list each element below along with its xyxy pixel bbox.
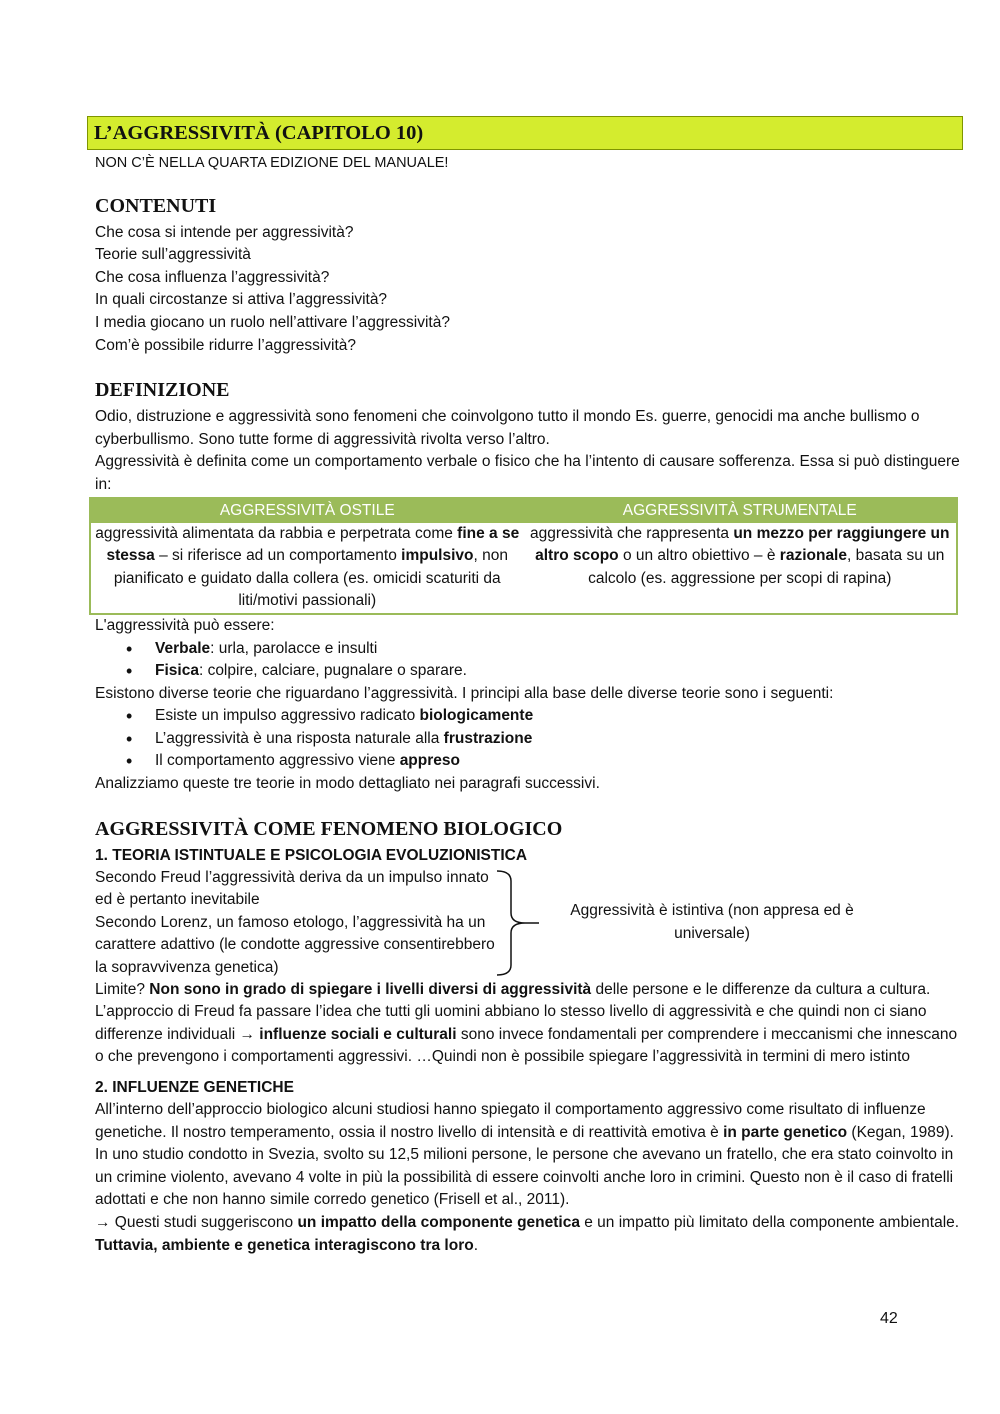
list-item: • Esiste un impulso aggressivo radicato biologicamente bbox=[155, 705, 963, 728]
section-heading-definizione: DEFINIZIONE bbox=[95, 379, 230, 402]
principles-list bbox=[95, 705, 963, 773]
table-header-strumentale: AGGRESSIVITÀ STRUMENTALE bbox=[524, 498, 958, 523]
genetics-paragraph: All’interno dell’approccio biologico alcuni studiosi hanno spiegato il comportamento aggressivo come risultato di influenze genetiche. Il nostro temperamento, ossia il nostro livello di intensità e di reattività emotiva è in parte genetico (Kegan, 1989). bbox=[95, 1101, 954, 1141]
contents-item: Che cosa influenza l’aggressività? bbox=[95, 268, 330, 286]
contents-item: I media giocano un ruolo nell’attivare l’aggressività? bbox=[95, 313, 450, 331]
contents-item: Teorie sull’aggressività bbox=[95, 246, 251, 264]
lorenz-text: Secondo Lorenz, un famoso etologo, l’aggressività ha un carattere adattivo (le condotte aggressive consentirebbero la sopravvivenza genetica) bbox=[95, 913, 495, 977]
contents-item: Che cosa si intende per aggressività? bbox=[95, 223, 354, 241]
sweden-study-paragraph: In uno studio condotto in Svezia, svolto su 12,5 milioni persone, le persone che avevano un fratello, che era stato coinvolto in un crimine violento, avevano 4 volte in più la possibilità di essere coinvolti anche loro in crimini. Questo non è il caso di fratelli adottati e che non hanno simile corredo genetico (Frisell et al., 2011). bbox=[95, 1146, 954, 1209]
subsection-title-istintuale: 1. TEORIA ISTINTUALE E PSICOLOGIA EVOLUZIONISTICA bbox=[95, 846, 528, 864]
list-item: • Verbale: urla, parolacce e insulti bbox=[155, 638, 963, 661]
list-item: • L’aggressività è una risposta naturale alla frustrazione bbox=[155, 728, 963, 751]
aggression-types-table bbox=[89, 497, 958, 615]
curly-brace-icon bbox=[495, 867, 539, 979]
table-cell-strumentale: aggressività che rappresenta un mezzo per raggiungere un altro scopo o un altro obiettivo – è razionale, basata su un calcolo (es. aggressione per scopi di rapina) bbox=[529, 524, 950, 587]
section-heading-contenuti: CONTENUTI bbox=[95, 194, 217, 217]
genetics-conclusion: → Questi studi suggeriscono un impatto della componente genetica e un impatto più limitato della componente ambientale. Tuttavia, ambiente e genetica interagiscono tra loro. bbox=[95, 1214, 960, 1254]
list-item: • Fisica: colpire, calciare, pugnalare o sparare. bbox=[155, 660, 963, 683]
aggression-forms-list bbox=[95, 638, 963, 683]
instinct-conclusion: Aggressività è istintiva (non appresa ed è universale) bbox=[570, 902, 854, 942]
document-page bbox=[95, 116, 963, 1257]
table-header-ostile: AGGRESSIVITÀ OSTILE bbox=[90, 498, 524, 523]
instinct-theories-block bbox=[95, 867, 963, 979]
limit-paragraph: Limite? Non sono in grado di spiegare i livelli diversi di aggressività delle persone e le differenze da cultura a cultura. L’approccio di Freud fa passare l’idea che tutti gli uomini abbiano lo stesso livello di aggressività e che quindi non ci siano differenze individuali → influenze sociali e culturali sono invece fondamentali per comprendere i meccanismi che innescano o che prevengono i comportamenti aggressivi. …Quindi non è possibile spiegare l’aggressività in termini di mero istinto bbox=[95, 980, 958, 1066]
forms-intro: L'aggressività può essere: bbox=[95, 616, 275, 634]
list-item: • Il comportamento aggressivo viene appreso bbox=[155, 750, 963, 773]
page-number: 42 bbox=[880, 1310, 898, 1327]
theories-intro: Esistono diverse teorie che riguardano l’aggressività. I principi alla base delle diverse teorie sono i seguenti: bbox=[95, 684, 834, 702]
table-cell-ostile: aggressività alimentata da rabbia e perpetrata come fine a se stessa – si riferisce ad un comportamento impulsivo, non pianificato e guidato dalla collera (es. omicidi scaturiti da liti/motivi passionali) bbox=[95, 524, 520, 610]
theories-outro: Analizziamo queste tre teorie in modo dettagliato nei paragrafi successivi. bbox=[95, 775, 600, 793]
contents-list bbox=[95, 222, 963, 358]
definition-paragraph: Odio, distruzione e aggressività sono fenomeni che coinvolgono tutto il mondo Es. guerre, genocidi ma anche bullismo o cyberbullismo. Sono tutte forme di aggressività rivolta verso l’altro. bbox=[95, 408, 920, 448]
freud-text: Secondo Freud l’aggressività deriva da un impulso innato ed è pertanto inevitabile bbox=[95, 868, 489, 909]
chapter-title: L’AGGRESSIVITÀ (CAPITOLO 10) bbox=[87, 116, 963, 150]
subsection-title-genetiche: 2. INFLUENZE GENETICHE bbox=[95, 1079, 294, 1097]
contents-item: In quali circostanze si attiva l’aggressività? bbox=[95, 291, 388, 309]
definition-paragraph: Aggressività è definita come un comportamento verbale o fisico che ha l’intento di causare sofferenza. Essa si può distinguere in: bbox=[95, 453, 960, 493]
section-heading-biologico: AGGRESSIVITÀ COME FENOMENO BIOLOGICO bbox=[95, 817, 563, 840]
contents-item: Com’è possibile ridurre l’aggressività? bbox=[95, 336, 357, 354]
theorists-text bbox=[95, 867, 495, 979]
edition-note: NON C’È NELLA QUARTA EDIZIONE DEL MANUALE! bbox=[95, 155, 449, 171]
